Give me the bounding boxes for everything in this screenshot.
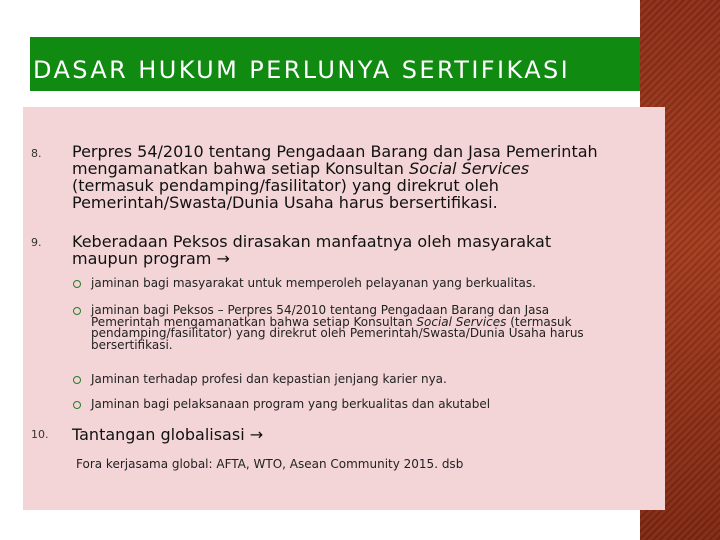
item-8-line-3: (termasuk pendamping/fasilitator) yang direkrut oleh: [72, 176, 499, 195]
bullet-icon: [73, 401, 81, 409]
item-number-8: 8.: [31, 147, 42, 160]
item-10-text: Tantangan globalisasi →: [72, 425, 264, 444]
item-8-line-4: Pemerintah/Swasta/Dunia Usaha harus bersertifikasi.: [72, 193, 498, 212]
item-8-text: [72, 143, 662, 211]
item-9-line-2: maupun program →: [72, 249, 230, 268]
bullet-icon: [73, 280, 81, 288]
item-8-line-1: Perpres 54/2010 tentang Pengadaan Barang dan Jasa Pemerintah: [72, 142, 598, 161]
item-8-line-2-text: mengamanatkan bahwa setiap Konsultan: [72, 159, 410, 178]
item-9-line-1: Keberadaan Peksos dirasakan manfaatnya oleh masyarakat: [72, 232, 552, 251]
sub-item-2-line-2-post: (termasuk: [506, 314, 572, 329]
item-8-social-services: Social Services: [409, 159, 530, 178]
item-number-10: 10.: [31, 428, 49, 441]
item-10-note: Fora kerjasama global: AFTA, WTO, Asean Community 2015. dsb: [76, 457, 464, 471]
bullet-icon: [73, 376, 81, 384]
sub-item-2-line-2-pre: Pemerintah mengamanatkan bahwa setiap Konsultan: [91, 314, 417, 329]
item-number-9: 9.: [31, 236, 42, 249]
sub-item-2-line-4: bersertifikasi.: [91, 337, 173, 352]
sub-item-3: Jaminan terhadap profesi dan kepastian jenjang karier nya.: [91, 372, 447, 386]
sub-item-2: [91, 305, 656, 351]
slide-title: DASAR HUKUM PERLUNYA SERTIFIKASI: [33, 56, 571, 84]
item-9-text: [72, 233, 662, 267]
item-8-line-2: [72, 160, 662, 177]
sub-item-2-line-1: jaminan bagi Peksos – Perpres 54/2010 tentang Pengadaan Barang dan Jasa: [91, 303, 550, 317]
title-bar: [30, 37, 640, 91]
sub-item-2-line-3: pendamping/fasilitator) yang direkrut oleh Pemerintah/Swasta/Dunia Usaha harus: [91, 326, 584, 340]
sub-item-1: jaminan bagi masyarakat untuk memperoleh pelayanan yang berkualitas.: [91, 276, 536, 290]
sub-item-4: Jaminan bagi pelaksanaan program yang berkualitas dan akutabel: [91, 397, 491, 411]
bullet-icon: [73, 307, 81, 315]
sub-item-2-social-services: Social Services: [416, 314, 507, 329]
